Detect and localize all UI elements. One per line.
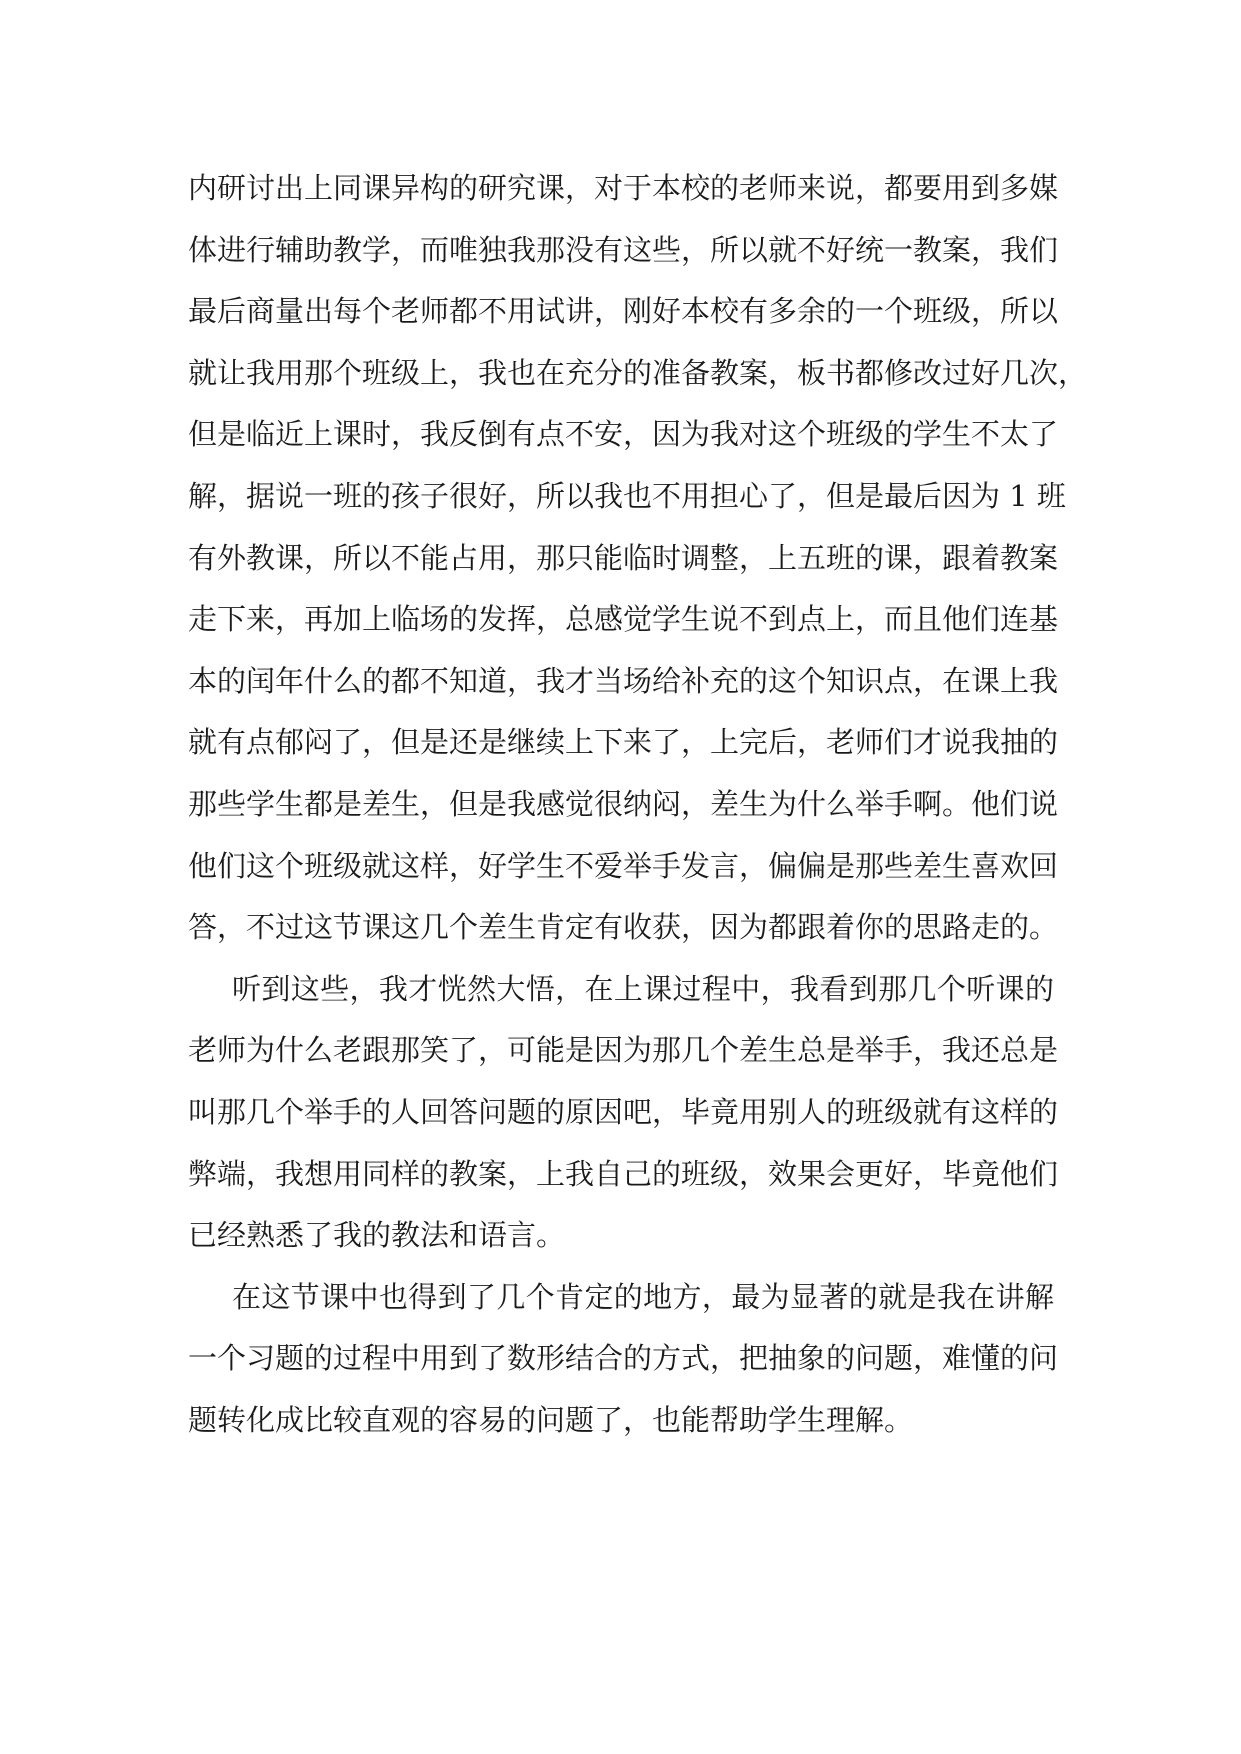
body-text [188, 158, 1088, 1451]
text-line: 在这节课中也得到了几个肯定的地方，最为显著的就是我在讲解 [232, 1279, 1054, 1314]
text-line: 走下来，再加上临场的发挥，总感觉学生说不到点上，而且他们连基 [188, 602, 1059, 637]
text-line: 一个习题的过程中用到了数形结合的方式，把抽象的问题，难懂的问 [188, 1341, 1059, 1376]
text-line: 那些学生都是差生，但是我感觉很纳闷，差生为什么举手啊。他们说 [188, 786, 1059, 821]
text-line: 题转化成比较直观的容易的问题了，也能帮助学生理解。 [188, 1402, 914, 1437]
text-line: 有外教课，所以不能占用，那只能临时调整，上五班的课，跟着教案 [188, 540, 1059, 575]
text-line: 内研讨出上同课异构的研究课，对于本校的老师来说，都要用到多媒 [188, 171, 1059, 205]
text-line: 老师为什么老跟那笑了，可能是因为那几个差生总是举手，我还总是 [188, 1033, 1059, 1068]
text-line: 弊端，我想用同样的教案，上我自己的班级，效果会更好，毕竟他们 [188, 1156, 1059, 1191]
text-line: 叫那几个举手的人回答问题的原因吧，毕竟用别人的班级就有这样的 [188, 1094, 1059, 1129]
text-line: 他们这个班级就这样，好学生不爱举手发言，偏偏是那些差生喜欢回 [188, 848, 1059, 883]
text-line: 本的闰年什么的都不知道，我才当场给补充的这个知识点，在课上我 [188, 663, 1059, 698]
text-line: 就让我用那个班级上，我也在充分的准备教案，板书都修改过好几次， [188, 355, 1088, 390]
text-line: 答，不过这节课这几个差生肯定有收获，因为都跟着你的思路走的。 [188, 910, 1059, 945]
text-line: 最后商量出每个老师都不用试讲，刚好本校有多余的一个班级，所以 [188, 294, 1059, 329]
text-line: 体进行辅助教学，而唯独我那没有这些，所以就不好统一教案，我们 [188, 232, 1059, 267]
text-line: 听到这些，我才恍然大悟，在上课过程中，我看到那几个听课的 [232, 971, 1054, 1006]
text-line: 已经熟悉了我的教法和语言。 [188, 1218, 566, 1253]
text-line: 就有点郁闷了，但是还是继续上下来了，上完后，老师们才说我抽的 [188, 725, 1059, 760]
text-line: 解，据说一班的孩子很好，所以我也不用担心了，但是最后因为 1 班 [188, 478, 1066, 513]
text-line: 但是临近上课时，我反倒有点不安，因为我对这个班级的学生不太了 [188, 417, 1059, 452]
